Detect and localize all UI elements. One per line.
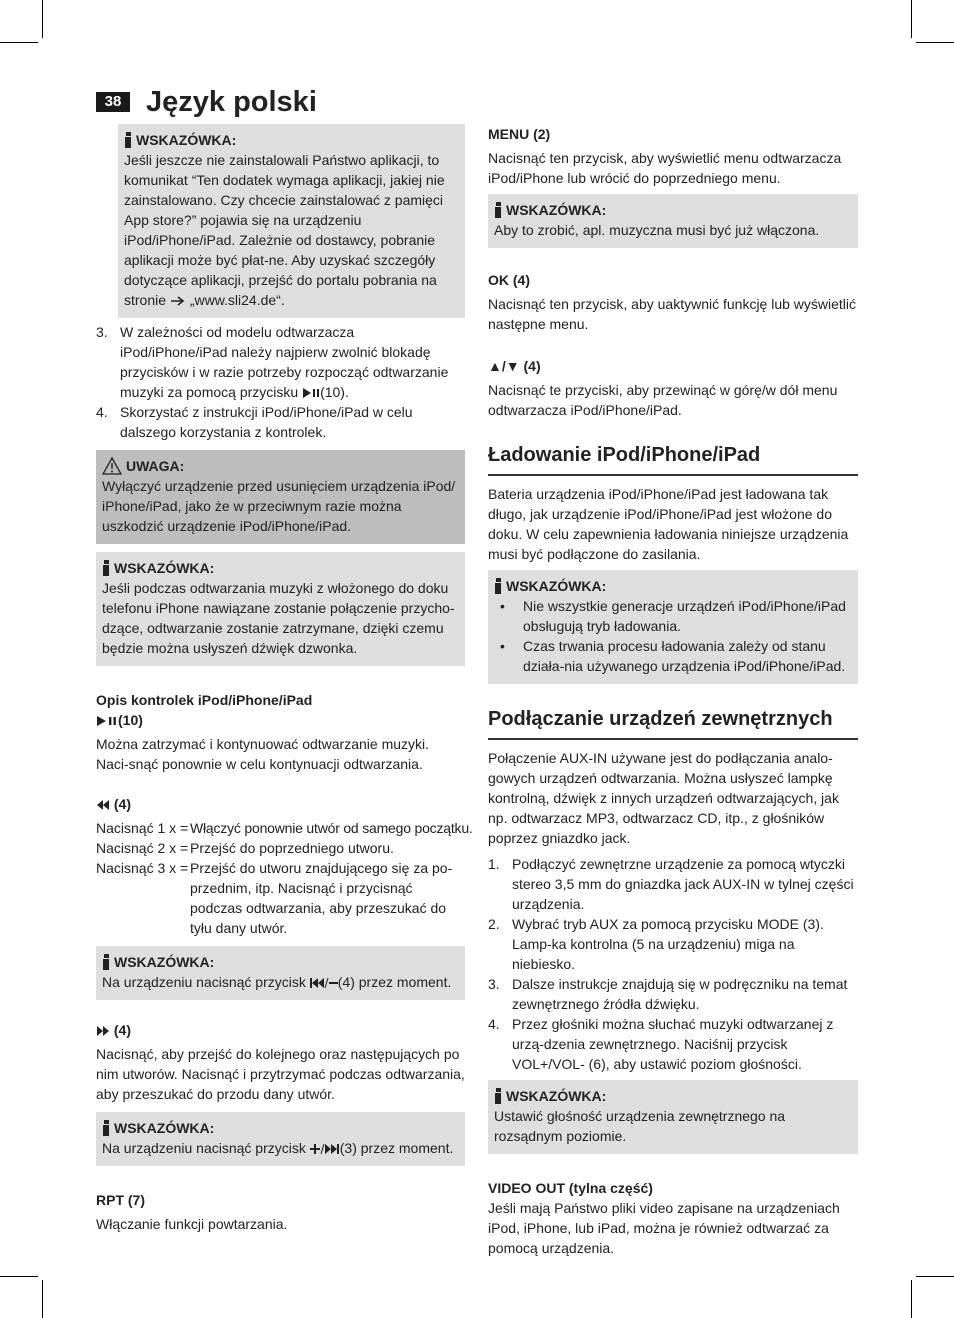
list-item: Nacisnąć 1 x = Włączyć ponownie utwór od samego początku.: [96, 820, 473, 836]
info-icon: [124, 132, 132, 148]
charging-text: Bateria urządzenia iPod/iPhone/iPad jest ładowana tak długo, jak urządzenie iPod/iPhone/iPad jest włożone do doku. W celu zapewnienia ładowania niniejsze urządzenia musi być podłączone do zasilania.: [488, 486, 849, 562]
crop-mark: [916, 1276, 954, 1277]
prev-minus-icon: [310, 977, 338, 989]
updown-description: Nacisnąć te przyciski, aby przewinąć w górę/w dół menu odtwarzacza iPod/iPhone/iPad.: [488, 382, 838, 418]
info-icon: [494, 1088, 502, 1104]
tip-title: WSKAZÓWKA:: [114, 1120, 215, 1136]
video-heading: VIDEO OUT (tylna część): [488, 1180, 653, 1196]
steps-list: [96, 322, 465, 442]
tip-box: [488, 1080, 858, 1154]
crop-mark: [916, 42, 954, 43]
warning-box: [96, 450, 465, 544]
play-pause-icon: [302, 388, 320, 398]
list-item: 2. Wybrać tryb AUX za pomocą przycisku MODE (3). Lamp-ka kontrolna (5 na urządzeniu) miga na niebiesko.: [488, 916, 824, 972]
tip-text: Jeśli podczas odtwarzania muzyki z włożonego do doku telefonu iPhone nawiązane zostanie połączenie przycho-dzące, odtwarzanie zostanie zatrzymane, dzięki czemu będzie można usłyszeń dźwięk dzwonka.: [102, 580, 455, 656]
tip-link: „www.sli24.de“.: [189, 292, 285, 308]
tip-box: [488, 194, 858, 248]
info-icon: [494, 578, 502, 594]
page-number: 38: [96, 92, 130, 112]
rewind-icon: [96, 799, 110, 811]
list-item: Nacisnąć 2 x = Przejść do poprzedniego utworu.: [96, 840, 394, 856]
list-item: • Nie wszystkie generacje urządzeń iPod/iPhone/iPad obsługują tryb ładowania.: [500, 598, 846, 634]
tip-box: WSKAZÓWKA: Na urządzeniu nacisnąć przycisk (4) przez moment.: [96, 946, 465, 1000]
tip-box: [96, 552, 465, 666]
section-heading: Podłączanie urządzeń zewnętrznych: [488, 706, 858, 740]
crop-mark: [911, 1280, 912, 1318]
tip-title: WSKAZÓWKA:: [114, 560, 215, 576]
info-icon: [102, 954, 110, 970]
crop-mark: [911, 0, 912, 38]
info-icon: [102, 560, 110, 576]
info-icon: [102, 1120, 110, 1136]
list-item: Nacisnąć 3 x = Przejść do utworu znajdującego się za po-przednim, itp. Nacisnąć i przycisnąć podczas odtwarzania, aby przeszukać do tyłu dany utwór.: [96, 860, 453, 936]
list-item: 3. Dalsze instrukcje znajdują się w podręczniku na temat zewnętrznego źródła dźwięku.: [488, 976, 848, 1012]
tip-title: WSKAZÓWKA:: [506, 1088, 607, 1104]
tip-text: Jeśli jeszcze nie zainstalowali Państwo aplikacji, to komunikat “Ten dodatek wymaga aplikacji, jakiej nie zainstalowano. Czy chcecie zainstalować z pamięci App store?” pojawia się na urządzeniu iPod/iPhone/iPad. Zależnie od dostawcy, pobranie aplikacji może być płat-ne. Aby uzyskać szczegóły dotyczące aplikacji, przejść do portalu pobrania na stronie: [124, 152, 445, 308]
list-item: • Czas trwania procesu ładowania zależy od stanu działa-nia używanego urządzenia iPod/iPhone/iPad.: [500, 638, 846, 674]
warning-title: UWAGA:: [126, 458, 185, 474]
menu-description: Nacisnąć ten przycisk, aby wyświetlić menu odtwarzacza iPod/iPhone lub wrócić do poprzedniego menu.: [488, 150, 842, 186]
warning-text: Wyłączyć urządzenie przed usunięciem urządzenia iPod/ iPhone/iPad, jako że w przeciwnym razie można uszkodzić urządzenie iPod/iPhone/iPad.: [102, 478, 456, 534]
list-item: 1. Podłączyć zewnętrzne urządzenie za pomocą wtyczki stereo 3,5 mm do gniazdka jack AUX-IN w tylnej części urządzenia.: [488, 856, 854, 912]
plus-next-icon: [310, 1143, 340, 1155]
tip-title: WSKAZÓWKA:: [506, 578, 607, 594]
ok-description: Nacisnąć ten przycisk, aby uaktywnić funkcję lub wyświetlić następne menu.: [488, 296, 857, 332]
crop-mark: [42, 1280, 43, 1318]
tip-title: WSKAZÓWKA:: [506, 202, 607, 218]
video-description: Jeśli mają Państwo pliki video zapisane na urządzeniach iPod, iPhone, lub iPad, można je również odtwarzać za pomocą urządzenia.: [488, 1200, 840, 1256]
tip-box: WSKAZÓWKA: Na urządzeniu nacisnąć przycisk (3) przez moment.: [96, 1112, 465, 1166]
rpt-heading: RPT (7): [96, 1192, 145, 1208]
list-item: 3. W zależności od modelu odtwarzacza iPod/iPhone/iPad należy najpierw zwolnić blokadę przycisków i w razie potrzeby rozpocząć odtwarzanie muzyki za pomocą przycisku (10).: [96, 324, 449, 400]
right-column: [488, 124, 858, 1258]
crop-mark: [0, 42, 38, 43]
rpt-description: Włączanie funkcji powtarzania.: [96, 1216, 288, 1232]
tip-box: [118, 124, 465, 318]
crop-mark: [42, 0, 43, 38]
external-text: Połączenie AUX-IN używane jest do podłączania analo-gowych urządzeń odtwarzania. Można usłyszeć lampkę kontrolną, dźwięk z innych urządzeń odtwarzających, jak np. odtwarzacz MP3, odtwarzacz CD, itp., z głośników poprzez gniazdko jack.: [488, 750, 839, 846]
tip-box: [488, 570, 858, 684]
arrow-right-icon: [170, 296, 186, 306]
left-column: WSKAZÓWKA: Jeśli jeszcze nie zainstalowali Państwo aplikacji, to komunikat “Ten dodatek wymaga aplikacji, jakiej nie zainstalowano. Czy chcecie zainstalować z pamięci App store?” pojawia się na urządzeniu iPod/iPhone/iPad. Zależnie od dostawcy, pobranie aplikacji może być płat-ne. Aby uzyskać szczegóły dotyczące aplikacji, przejść do portalu pobrania na stronie „www.sli24.de“. 3. W zależności od modelu odtwarzacza iPod/iPhone/iPad należy najpierw zwolnić blokadę przycisków i w razie potrzeby rozpocząć odtwarzanie muzyki za pomocą przycisku (10). 4. Skorzystać z instrukcji iPod/iPhone/iPad w celu dalszego korzystania z kontrolek. UWAGA: Wyłączyć urządzenie przed usunięciem urządzenia iPod/ iPhone/iPad, jako że w przeciwnym razie można uszkodzić urządzenie iPod/iPhone/iPad. WSKAZÓWKA: Jeśli podczas odtwarzania muzyki z włożonego do doku telefonu iPhone nawiązane zostanie połączenie przycho-dzące, odtwarzanie zostanie zatrzymane, dzięki czemu będzie można usłyszeń dźwięk dzwonka. Opis kontrolek iPod/iPhone/iPad (10) Można zatrzymać i kontynuować odtwarzanie muzyki. Naci-snąć ponownie w celu kontynuacji odtwarzania. (4) Nacisnąć 1 x = Włączyć ponownie utwór od samego początku. Nacisnąć 2 x = Przejść do poprzedniego utworu. Nacisnąć 3 x = Przejść do utworu znajdującego się za po-przednim, itp. Nacisnąć i przycisnąć podczas odtwarzania, aby przeszukać do tyłu dany utwór. WSKAZÓWKA: Na urządzeniu nacisnąć przycisk (4) przez moment. (4) Nacisnąć, aby przejść do kolejnego oraz następujących po nim utworów. Nacisnąć i przytrzymać podczas odtwarzania, aby przeszukać do przodu dany utwór. WSKAZÓWKA: Na urządzeniu nacisnąć przycisk (3) przez moment. RPT (7) Włączanie funkcji powtarzania.: [96, 124, 465, 1234]
list-item: 4. Przez głośniki można słuchać muzyki odtwarzanej z urzą-dzenia zewnętrznego. Naciśnij przycisk VOL+/VOL- (6), aby ustawić poziom głośności.: [488, 1016, 834, 1072]
tip-text: Ustawić głośność urządzenia zewnętrznego na rozsądnym poziomie.: [494, 1108, 786, 1144]
crop-mark: [0, 1276, 38, 1277]
controls-heading: Opis kontrolek iPod/iPhone/iPad: [96, 692, 313, 708]
play-description: Można zatrzymać i kontynuować odtwarzanie muzyki. Naci-snąć ponownie w celu kontynuacji odtwarzania.: [96, 736, 430, 772]
warning-icon: [102, 457, 122, 475]
tip-text: Aby to zrobić, apl. muzyczna musi być już włączona.: [494, 222, 820, 238]
ffwd-description: Nacisnąć, aby przejść do kolejnego oraz następujących po nim utworów. Nacisnąć i przytrzymać podczas odtwarzania, aby przeszukać do przodu dany utwór.: [96, 1046, 465, 1102]
list-item: 4. Skorzystać z instrukcji iPod/iPhone/iPad w celu dalszego korzystania z kontrolek.: [96, 404, 413, 440]
tip-title: WSKAZÓWKA:: [136, 132, 237, 148]
bullet-list: [494, 596, 852, 676]
menu-heading: MENU (2): [488, 126, 551, 142]
tip-title: WSKAZÓWKA:: [114, 954, 215, 970]
updown-heading: ▲/▼ (4): [488, 358, 541, 374]
section-heading: Ładowanie iPod/iPhone/iPad: [488, 442, 858, 476]
info-icon: [494, 202, 502, 218]
play-pause-icon: [96, 715, 118, 727]
page-title: Język polski: [146, 86, 317, 118]
ok-heading: OK (4): [488, 272, 530, 288]
fast-forward-icon: [96, 1025, 110, 1037]
steps-list: [488, 854, 858, 1074]
